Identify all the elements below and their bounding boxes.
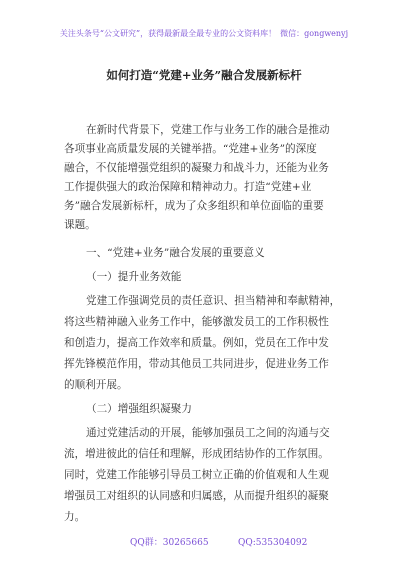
footer-qq-group: QQ群：30265665 (130, 538, 209, 548)
subheading-2: （二）增强组织凝聚力 (86, 403, 192, 415)
body-line-14: 同时，党建工作能够引导员工树立正确的价值观和人生观 (64, 469, 329, 481)
body-line-6: 课题。 (64, 219, 96, 231)
body-line-2: 各项事业高质量发展的关键举措。“党建+业务”的深度 (64, 143, 317, 155)
body-line-1: 在新时代背景下，党建工作与业务工作的融合是推动 (86, 124, 330, 136)
body-line-15: 增强员工对组织的认同感和归属感，从而提升组织的凝聚 (64, 490, 329, 502)
body-line-9: 和创造力，提高工作效率和质量。例如，党员在工作中发 (64, 337, 329, 349)
body-line-5: 务”融合发展新标杆，成为了众多组织和单位面临的重要 (64, 200, 324, 212)
body-line-3: 融合，不仅能增强党组织的凝聚力和战斗力，还能为业务 (64, 162, 329, 174)
body-line-10: 挥先锋模范作用，带动其他员工共同进步，促进业务工作 (64, 358, 329, 370)
subheading-1: （一）提升业务效能 (86, 271, 182, 283)
wechat-id: 微信：gongwenyj (280, 29, 349, 38)
body-line-8: 将这些精神融入业务工作中，能够激发员工的工作积极性 (64, 316, 329, 328)
body-line-12: 通过党建活动的开展，能够加强员工之间的沟通与交 (86, 427, 330, 439)
body-line-16: 力。 (64, 511, 86, 523)
footer-qq-contact: QQ:535304092 (238, 538, 308, 548)
section-heading-1: 一、“党建+业务”融合发展的重要意义 (86, 247, 265, 259)
promo-header-text: 关注头条号“公文研究”，获得最新最全最专业的公文资料库！ (59, 29, 277, 38)
body-line-4: 工作提供强大的政治保障和精神动力。打造“党建+业 (64, 181, 312, 193)
body-line-13: 流，增进彼此的信任和理解，形成团结协作的工作氛围。 (64, 448, 329, 460)
promo-header (0, 29, 408, 39)
body-line-11: 的顺利开展。 (64, 379, 128, 391)
body-line-7: 党建工作强调党员的责任意识、担当精神和奉献精神， (86, 295, 341, 307)
document-title: 如何打造“党建+业务”融合发展新标杆 (106, 68, 302, 82)
